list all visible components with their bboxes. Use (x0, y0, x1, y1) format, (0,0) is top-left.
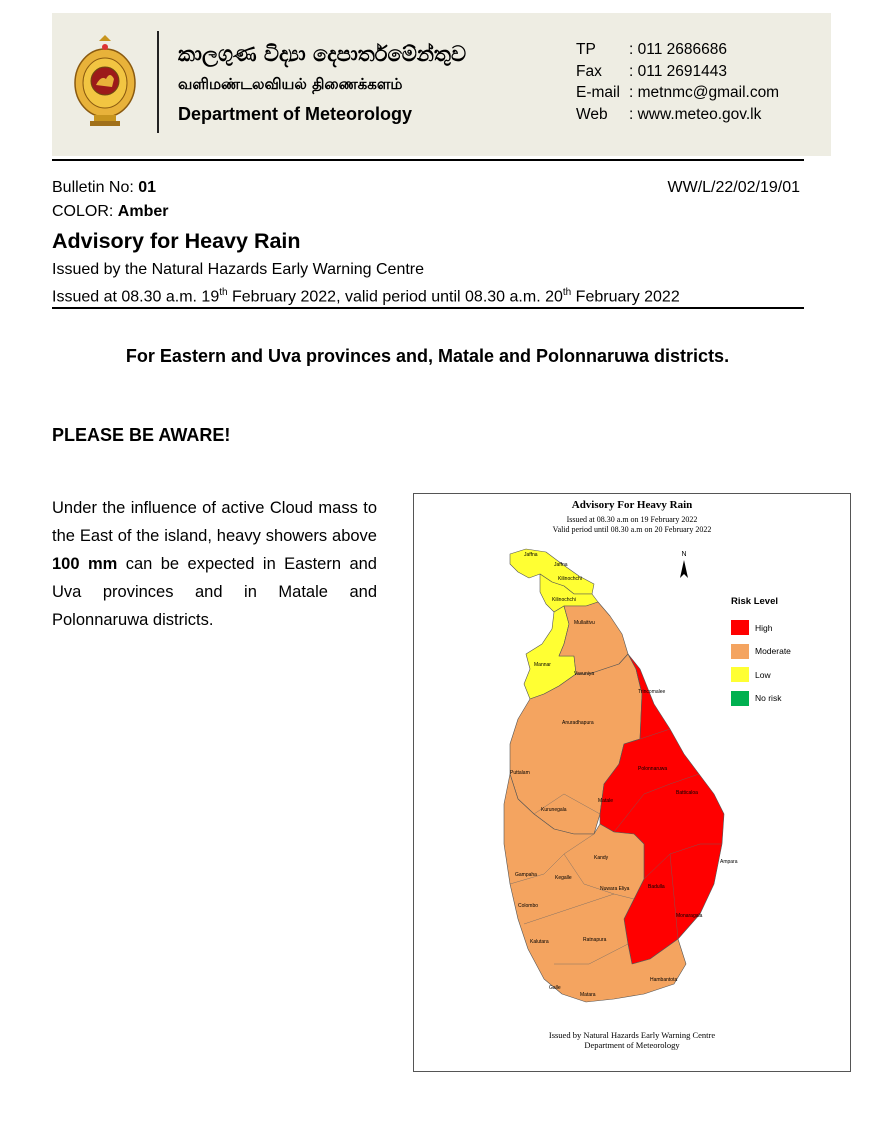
district-label: Batticaloa (676, 790, 698, 796)
contact-label: Fax (576, 62, 602, 80)
district-label: Vavuniya (574, 671, 595, 677)
district-label: Galle (549, 985, 561, 991)
district-label: Ampara (720, 859, 738, 865)
north-arrow-icon (680, 560, 688, 578)
map-footer-line-1: Issued by Natural Hazards Early Warning Centre (548, 1030, 716, 1040)
advisory-body: Under the influence of active Cloud mass to the East of the island, heavy showers above 100 mm can be expected in Eastern and Uva provinces and in Matale and Polonnaruwa districts. (52, 499, 377, 629)
contact-label: E-mail (576, 84, 620, 101)
department-name-english: Department of Meteorology (178, 104, 413, 124)
district-label: Ratnapura (583, 937, 607, 943)
district-label: Kandy (594, 855, 609, 861)
district-label: Jaffna (524, 552, 538, 558)
issue-info (52, 258, 680, 308)
advisory-title: Advisory for Heavy Rain (52, 229, 301, 253)
district-label: Puttalam (510, 770, 530, 776)
header-divider (157, 31, 159, 133)
contact-details (576, 39, 779, 125)
letterhead (52, 13, 831, 156)
district-label: Mannar (534, 662, 551, 668)
header-rule (52, 159, 804, 161)
district-label: Monaragala (676, 913, 703, 919)
risk-map-panel (413, 493, 851, 1072)
district-label: Kegalle (555, 875, 572, 881)
bulletin-meta (52, 176, 168, 224)
legend-item-high: High (731, 616, 791, 640)
legend-swatch (731, 691, 749, 706)
district-label: Kalutara (530, 939, 549, 945)
contact-row-fax (576, 61, 779, 83)
issued-at: Issued at 08.30 a.m. 19th February 2022, valid period until 08.30 a.m. 20th February 2022 (52, 287, 680, 306)
contact-row-tp (576, 39, 779, 61)
risk-legend (731, 596, 791, 710)
department-name-block (178, 39, 466, 129)
legend-swatch (731, 644, 749, 659)
contact-value[interactable]: : www.meteo.gov.lk (629, 105, 762, 123)
district-label: Matara (580, 992, 596, 998)
district-label: Matale (598, 798, 614, 804)
aware-heading: PLEASE BE AWARE! (52, 425, 231, 445)
map-issued-line: Issued at 08.30 a.m on 19 February 2022 (566, 515, 698, 524)
district-label: Badulla (648, 884, 665, 890)
department-name-sinhala: කාලගුණ විද්‍යා දෙපාර්තමේන්තුව (178, 42, 467, 66)
legend-title: Risk Level (731, 596, 778, 607)
legend-item-low: Low (731, 663, 791, 687)
district-label: Kilinochchi (552, 597, 576, 603)
district-label: Kilinochchi (558, 576, 582, 582)
areas-heading: For Eastern and Uva provinces and, Matale and Polonnaruwa districts. (125, 346, 730, 366)
bulletin-reference: WW/L/22/02/19/01 (667, 179, 800, 196)
district-label: Mullaitivu (574, 620, 595, 626)
district-label: Jaffna (554, 562, 568, 568)
map-title: Advisory For Heavy Rain (571, 499, 693, 511)
legend-swatch (731, 667, 749, 682)
contact-value: : 011 2691443 (629, 62, 727, 80)
bulletin-number: 01 (138, 179, 157, 196)
bulletin-color-line: COLOR: Amber (52, 203, 169, 220)
sri-lanka-risk-map (414, 494, 850, 1071)
district-label: Anuradhapura (562, 720, 594, 726)
sri-lanka-emblem-icon (72, 33, 138, 129)
contact-value[interactable]: : metnmc@gmail.com (629, 84, 780, 101)
district-label: Gampaha (515, 872, 537, 878)
map-footer-line-2: Department of Meteorology (584, 1040, 680, 1050)
district-label: Nuwara Eliya (600, 886, 630, 892)
contact-label: Web (576, 105, 608, 123)
district-label: Trincomalee (638, 689, 666, 695)
contact-row-email (576, 82, 779, 104)
legend-swatch (731, 620, 749, 635)
bulletin-color: Amber (117, 203, 169, 220)
bulletin-number-line: Bulletin No: 01 (52, 179, 157, 196)
district-label: Polonnaruwa (638, 766, 668, 772)
legend-item-moderate: Moderate (731, 640, 791, 664)
meta-rule (52, 307, 804, 309)
district-label: Colombo (518, 903, 539, 909)
contact-label: TP (576, 41, 596, 58)
contact-value: : 011 2686686 (629, 41, 727, 58)
map-valid-line: Valid period until 08.30 a.m on 20 February 2022 (552, 525, 712, 534)
legend-item-no-risk: No risk (731, 687, 791, 711)
north-label: N (681, 551, 687, 558)
rainfall-amount: 100 mm (52, 555, 118, 573)
department-name-tamil: வளிமண்டலவியல் திணைக்களம் (178, 75, 403, 93)
issued-by: Issued by the Natural Hazards Early Warning Centre (52, 261, 425, 278)
district-label: Kurunegala (541, 807, 567, 813)
contact-row-web (576, 104, 779, 126)
district-label: Hambantota (650, 977, 678, 983)
